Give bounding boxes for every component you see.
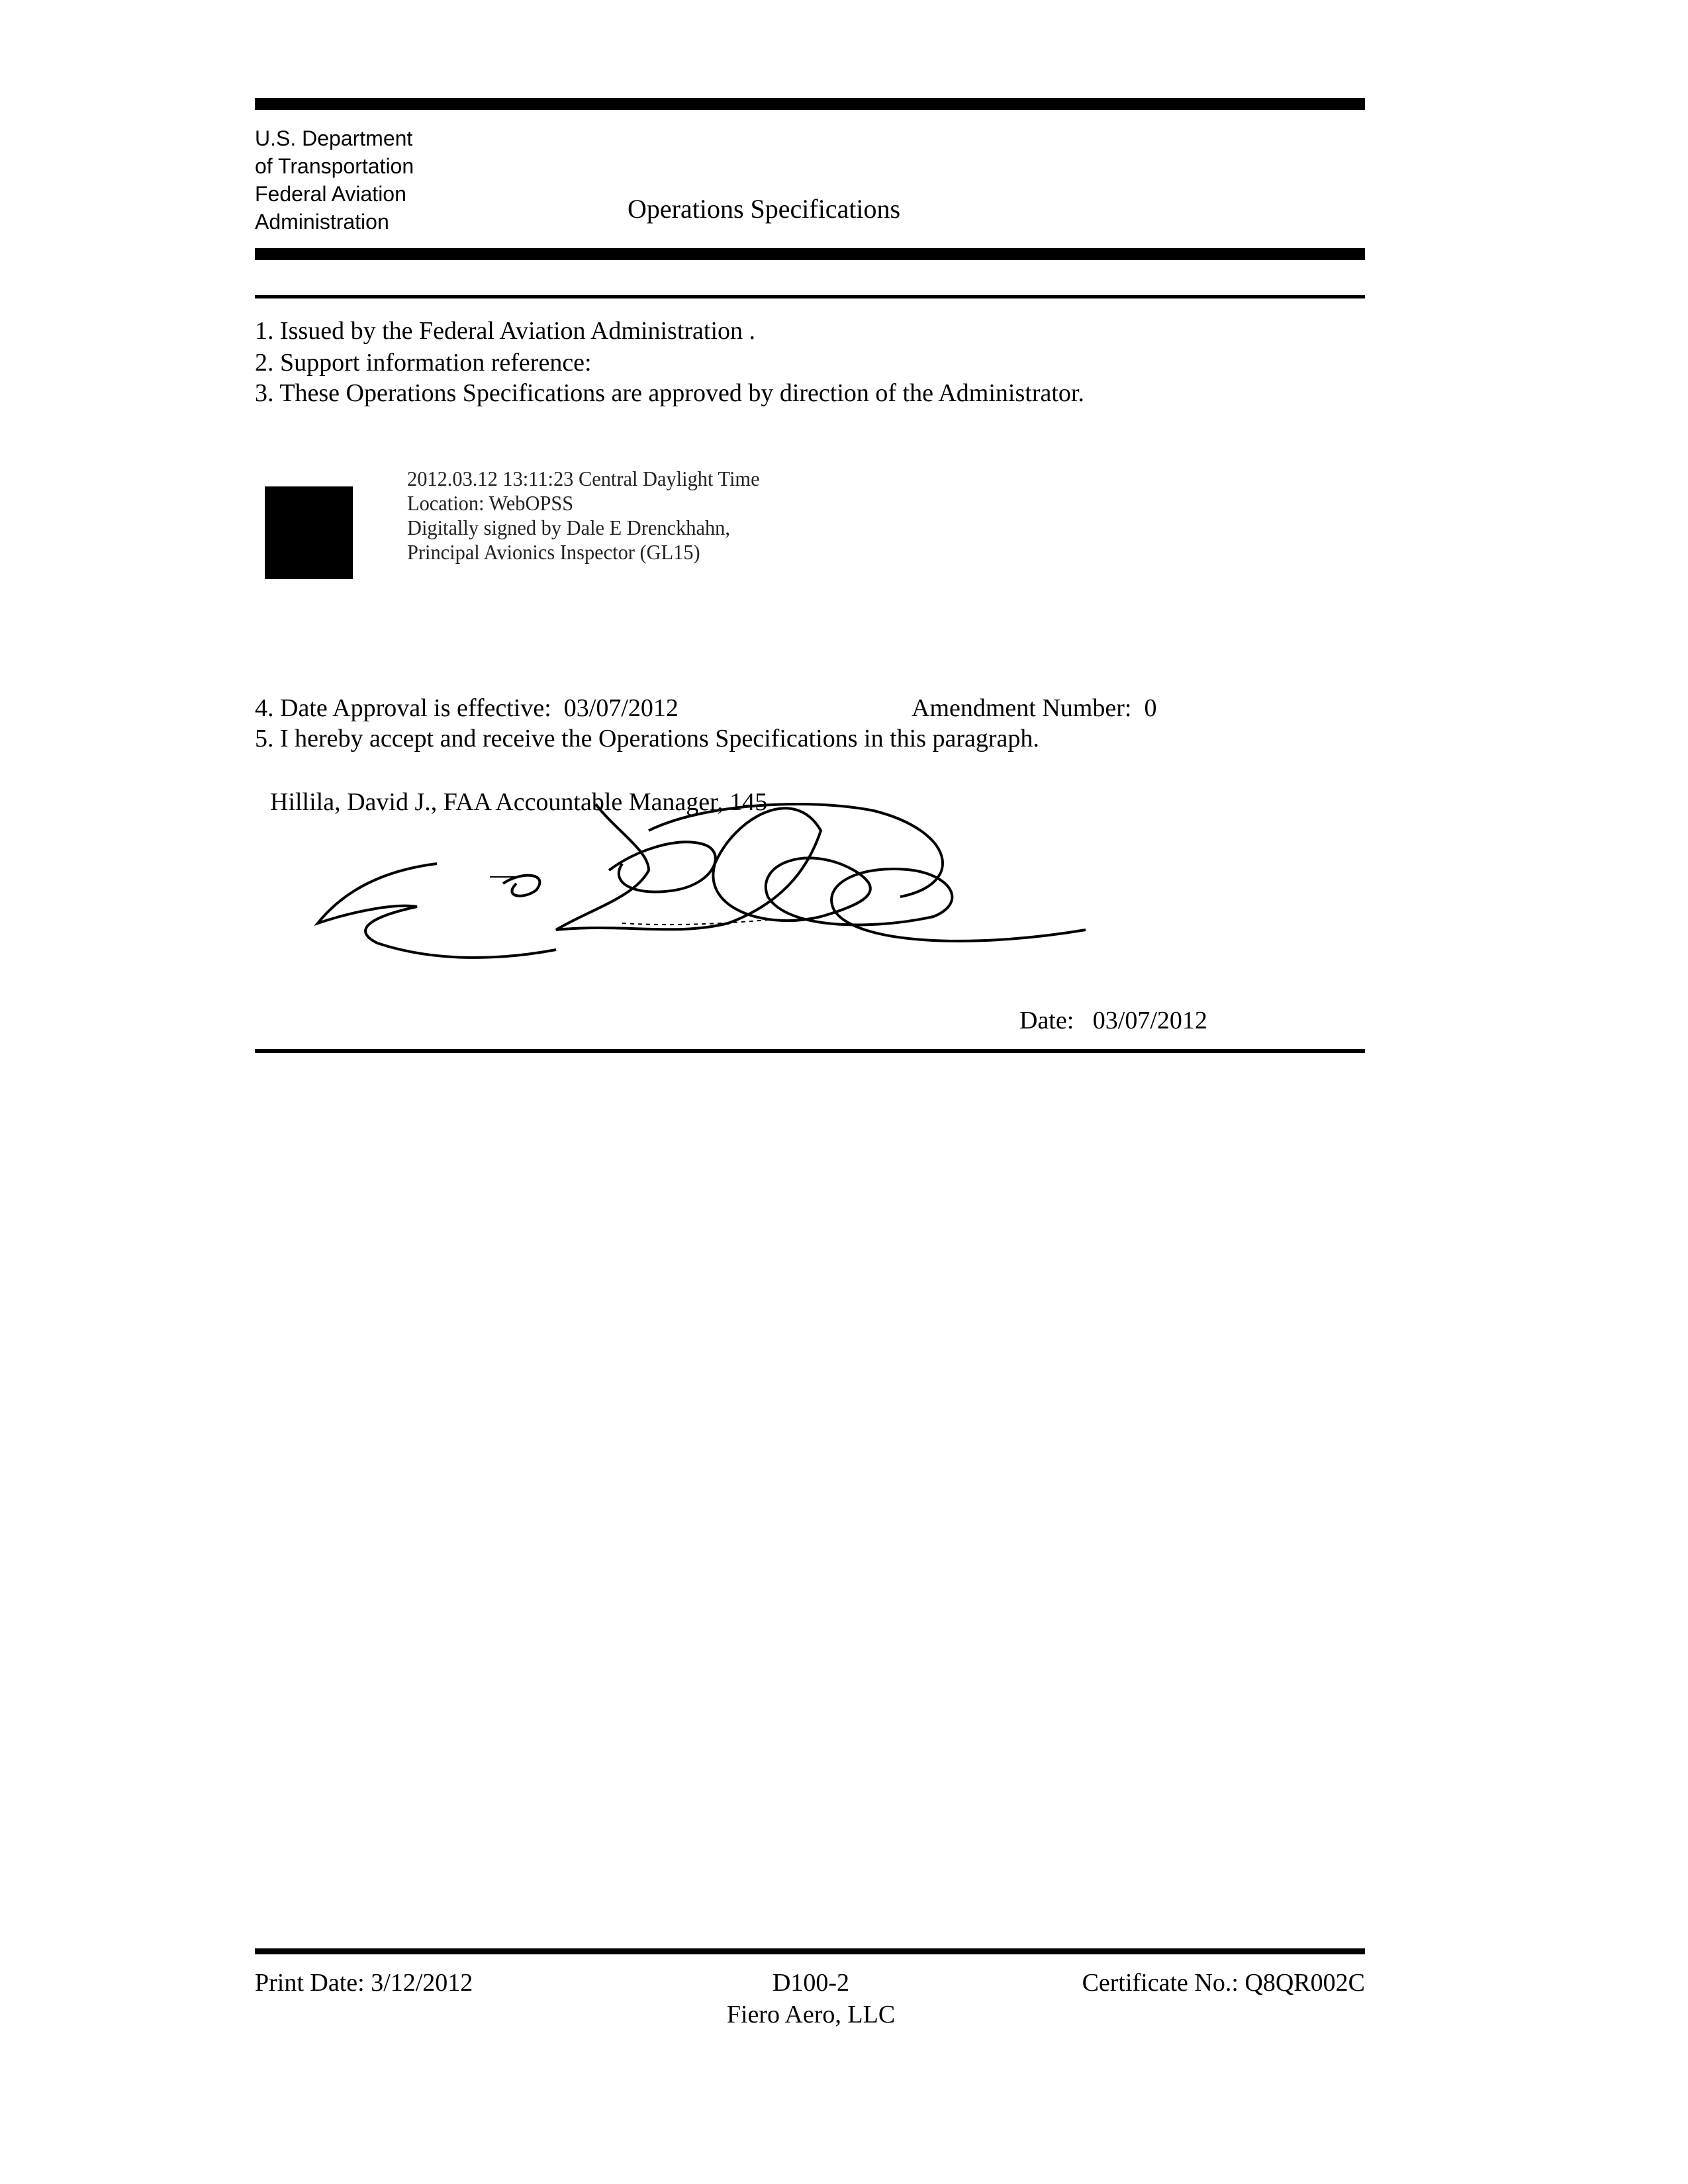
footer-rule [255,1948,1365,1954]
redacted-seal [265,486,353,579]
amendment-row [912,694,1156,723]
agency-line: U.S. Department [255,126,413,150]
agency-line: Federal Aviation [255,182,406,206]
agency-line: Administration [255,210,389,234]
agency-line: of Transportation [255,154,414,178]
item-2: 2. Support information reference: [255,349,592,377]
acceptance-date-label: Date: [1019,1007,1074,1034]
digital-signature-location: Location: WebOPSS [407,491,574,515]
amendment-label: Amendment Number: [912,694,1132,722]
item-3: 3. These Operations Specifications are approved by direction of the Administrator. [255,379,1084,407]
top-rule [255,98,1365,110]
acceptance-date-row [1019,1006,1207,1035]
item-1: 1. Issued by the Federal Aviation Administration . [255,317,756,345]
signer-name: Hillila, David J., FAA Accountable Manager, 145 [270,788,768,816]
digital-signature-timestamp: 2012.03.12 13:11:23 Central Daylight Time [407,467,760,490]
document-title: Operations Specifications [628,194,901,224]
handwritten-signature [305,791,1099,970]
section-rule [255,295,1365,298]
certificate-number: Certificate No.: Q8QR002C [1082,1969,1365,1997]
digital-signature-signer: Digitally signed by Dale E Drenckhahn, [407,516,730,539]
item-5: 5. I hereby accept and receive the Operations Specifications in this paragraph. [255,725,1039,752]
header-bottom-rule [255,248,1365,260]
digital-signature-title: Principal Avionics Inspector (GL15) [407,540,700,564]
amendment-number: 0 [1144,694,1157,722]
effective-date-label: 4. Date Approval is effective: [255,694,551,722]
company-name: Fiero Aero, LLC [726,2001,896,2028]
print-date: Print Date: 3/12/2012 [255,1969,473,1997]
effective-date-row [255,694,679,723]
document-id: D100-2 [772,1969,850,1997]
effective-date-value: 03/07/2012 [563,694,679,722]
signature-section-rule [255,1049,1365,1053]
acceptance-date-value: 03/07/2012 [1092,1007,1207,1034]
